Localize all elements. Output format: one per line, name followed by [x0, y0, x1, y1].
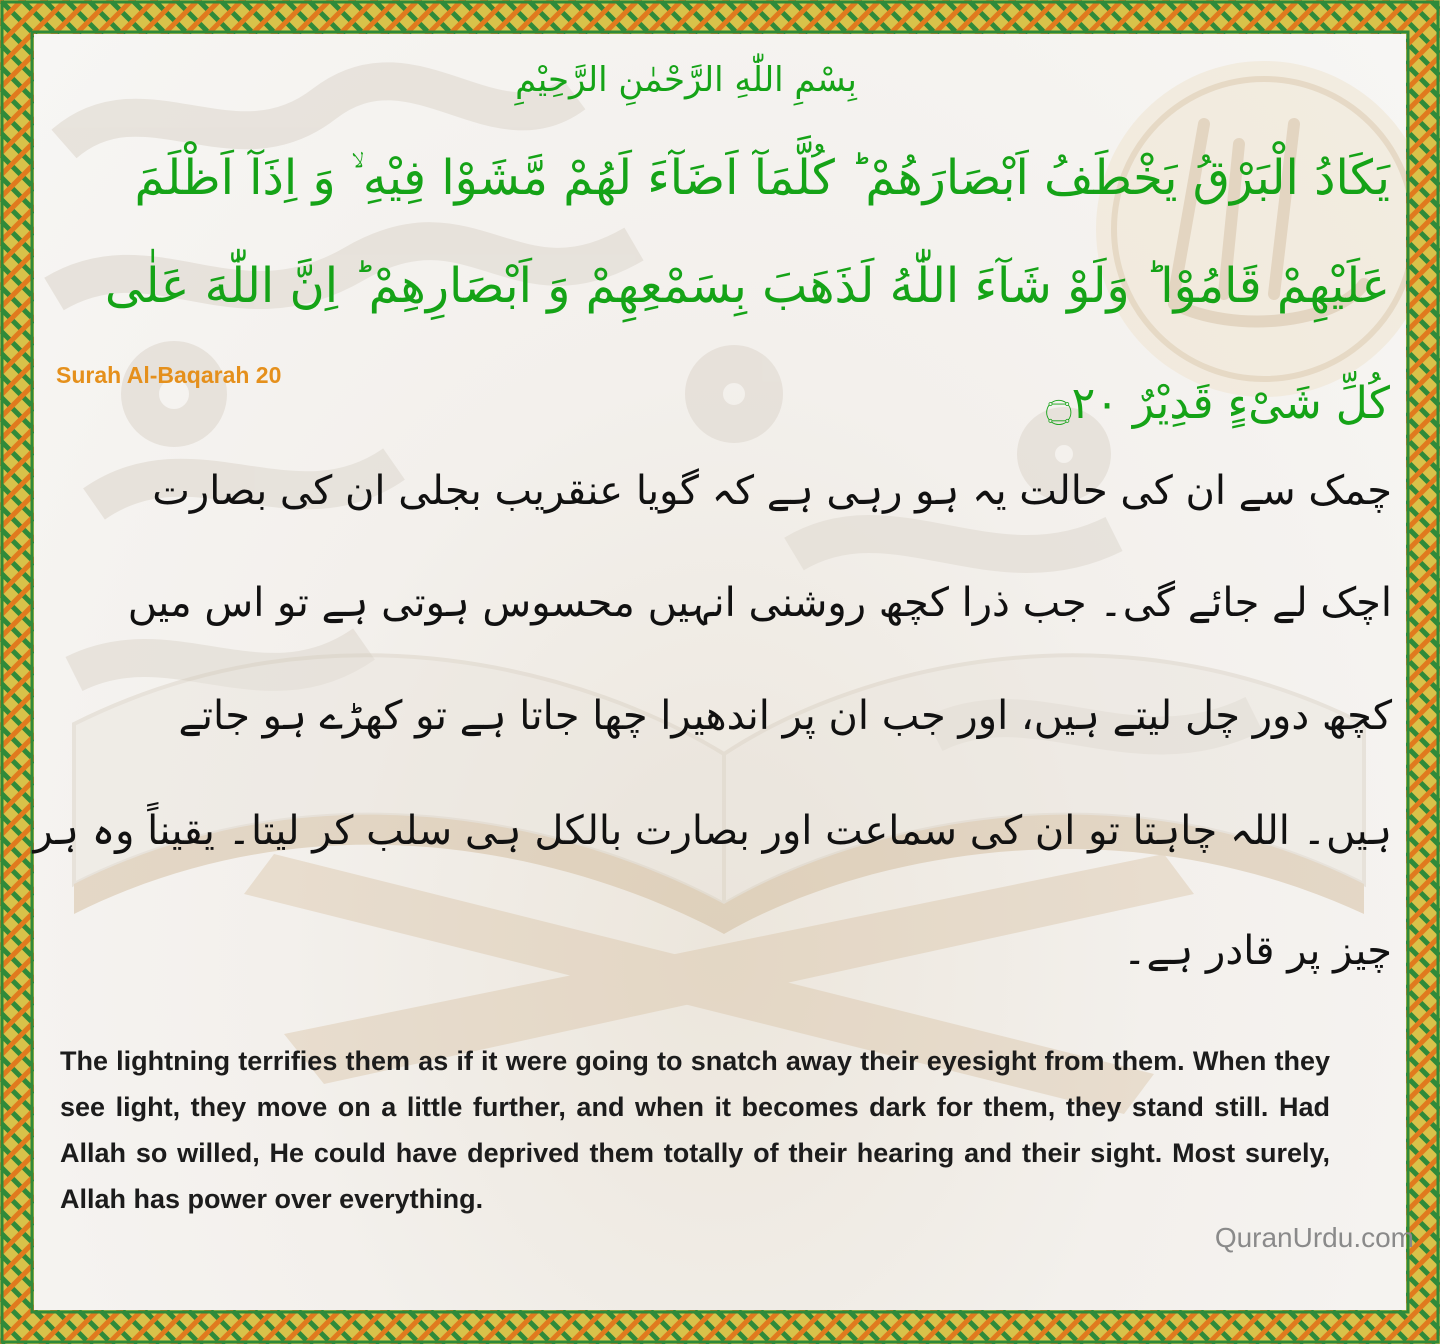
urdu-translation-line-5: چیز پر قادر ہے۔	[1123, 928, 1392, 974]
urdu-translation-line-4: ہیں۔ اللہ چاہتا تو ان کی سماعت اور بصارت بالکل ہی سلب کر لیتا۔ یقیناً وہ ہر	[33, 808, 1392, 854]
ayah-line-2: عَلَيْهِمْ قَامُوْا ؕ وَلَوْ شَآءَ اللّٰهُ لَذَهَبَ بِسَمْعِهِمْ وَ اَبْصَارِهِمْ ؕ اِنَّ اللّٰهَ عَلٰى	[104, 258, 1390, 314]
urdu-translation-line-3: کچھ دور چل لیتے ہیں، اور جب ان پر اندھیرا چھا جاتا ہے تو کھڑے ہو جاتے	[178, 693, 1392, 739]
english-translation: The lightning terrifies them as if it were going to snatch away their eyesight from them. When they see light, they move on a little further, and when it becomes dark for them, they stand still. Had Allah so willed, He could have deprived them totally of their hearing and their sight. Most surely, Allah has power over everything.	[60, 1046, 1330, 1214]
ayah-line-1: يَكَادُ الْبَرْقُ يَخْطَفُ اَبْصَارَهُمْ ؕ كُلَّمَآ اَضَآءَ لَهُمْ مَّشَوْا فِيْهِ ۙ وَ اِذَآ اَظْلَمَ	[134, 150, 1390, 206]
bismillah-heading: بِسْمِ اللّٰهِ الرَّحْمٰنِ الرَّحِيْمِ	[515, 60, 857, 100]
ayah-line-3: كُلِّ شَىْءٍ قَدِيْرٌ ۝٢٠	[1045, 378, 1390, 429]
urdu-translation-line-1: چمک سے ان کی حالت یہ ہو رہی ہے کہ گویا عنقریب بجلی ان کی بصارت	[152, 468, 1392, 514]
website-watermark: QuranUrdu.com	[1214, 1222, 1414, 1253]
calligraphy-medallion-icon	[1096, 61, 1406, 397]
surah-reference: Surah Al-Baqarah 20	[56, 362, 282, 388]
urdu-translation-line-2: اچک لے جائے گی۔ جب ذرا کچھ روشنی انہیں محسوس ہوتی ہے تو اس میں	[127, 580, 1392, 626]
